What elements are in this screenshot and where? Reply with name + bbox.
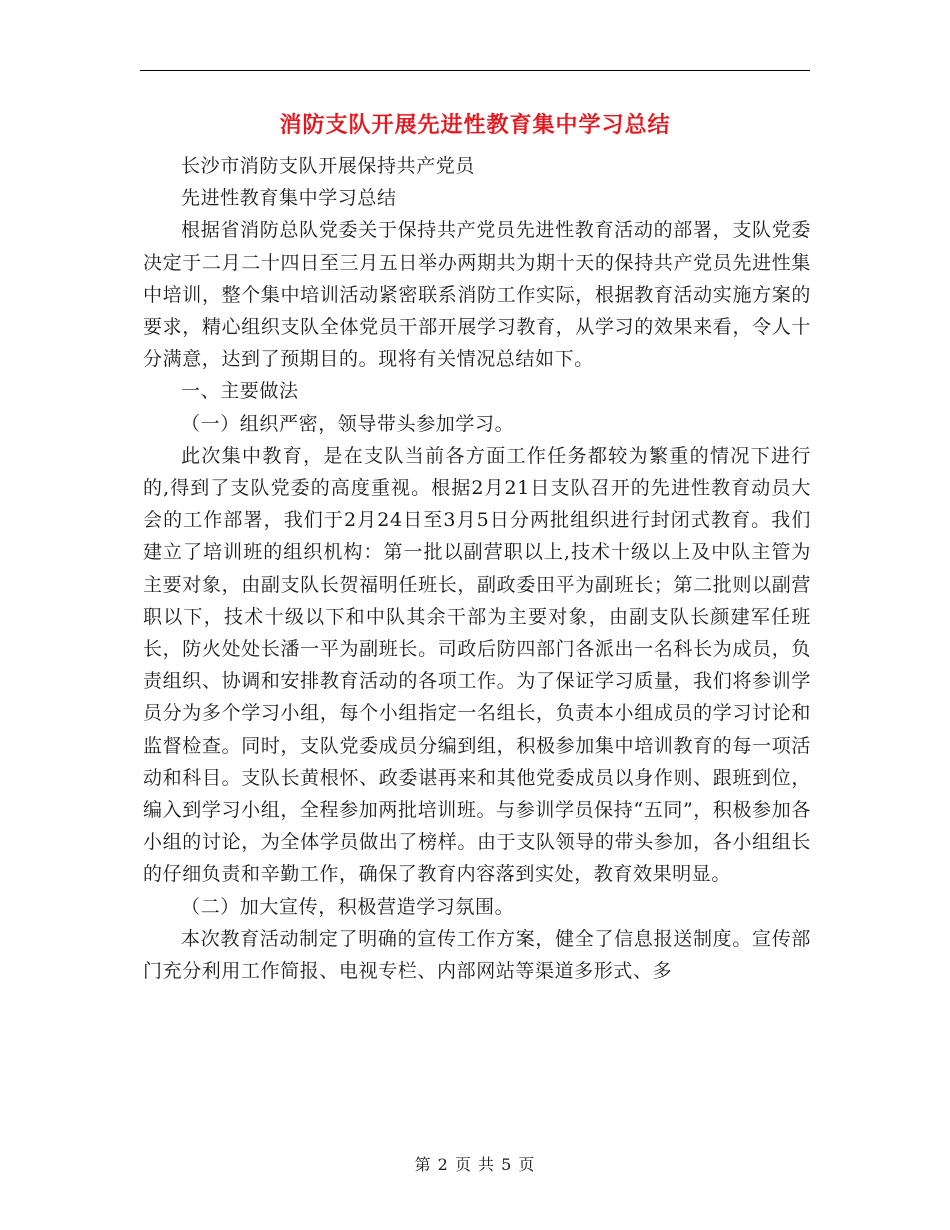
- header-divider: [140, 70, 810, 71]
- document-title: 消防支队开展先进性教育集中学习总结: [279, 113, 671, 138]
- subsection-heading-2: （二）加大宣传，积极营造学习氛围。: [181, 895, 515, 918]
- subtitle-line-2: 先进性教育集中学习总结: [181, 187, 397, 210]
- body-paragraph: 本次教育活动制定了明确的宣传工作方案，健全了信息报送制度。宣传部门充分利用工作简报、电视专栏、内部网站等渠道多形式、多: [143, 927, 811, 983]
- document-body: [143, 150, 811, 987]
- subtitle-line-1: 长沙市消防支队开展保持共产党员: [181, 155, 476, 177]
- section-heading-main-methods: 一、主要做法: [181, 380, 299, 403]
- subsection-heading-1: （一）组织严密，领导带头参加学习。: [181, 412, 515, 435]
- body-paragraph: 此次集中教育，是在支队当前各方面工作任务都较为繁重的情况下进行的,得到了支队党委的高度重视。根据2月21日支队召开的先进性教育动员大会的工作部署，我们于2月24日至3月5日分两批组织进行封闭式教育。我们建立了培训班的组织机构：第一批以副营职以上,技术十级以上及中队主管为主要对象，由副支队长贺福明任班长，副政委田平为副班长；第二批则以副营职以下，技术十级以下和中队其余干部为主要对象，由副支队长颜建军任班长，防火处处长潘一平为副班长。司政后防四部门各派出一名科长为成员，负责组织、协调和安排教育活动的各项工作。为了保证学习质量，我们将参训学员分为多个学习小组，每个小组指定一名组长，负责本小组成员的学习讨论和监督检查。同时，支队党委成员分编到组，积极参加集中培训教育的每一项活动和科目。支队长黄根怀、政委谌再来和其他党委成员以身作则、跟班到位，编入到学习小组，全程参加两批培训班。与参训学员保持“五同”，积极参加各小组的讨论，为全体学员做出了榜样。由于支队领导的带头参加，各小组组长的仔细负责和辛勤工作，确保了教育内容落到实处，教育效果明显。: [143, 444, 811, 886]
- intro-paragraph: 根据省消防总队党委关于保持共产党员先进性教育活动的部署，支队党委决定于二月二十四日至三月五日举办两期共为期十天的保持共产党员先进性集中培训，整个集中培训活动紧密联系消防工作实际，根据教育活动实施方案的要求，精心组织支队全体党员干部开展学习教育，从学习的效果来看，令人十分满意，达到了预期目的。现将有关情况总结如下。: [143, 219, 811, 371]
- page-number: 第 2 页 共 5 页: [414, 1155, 536, 1174]
